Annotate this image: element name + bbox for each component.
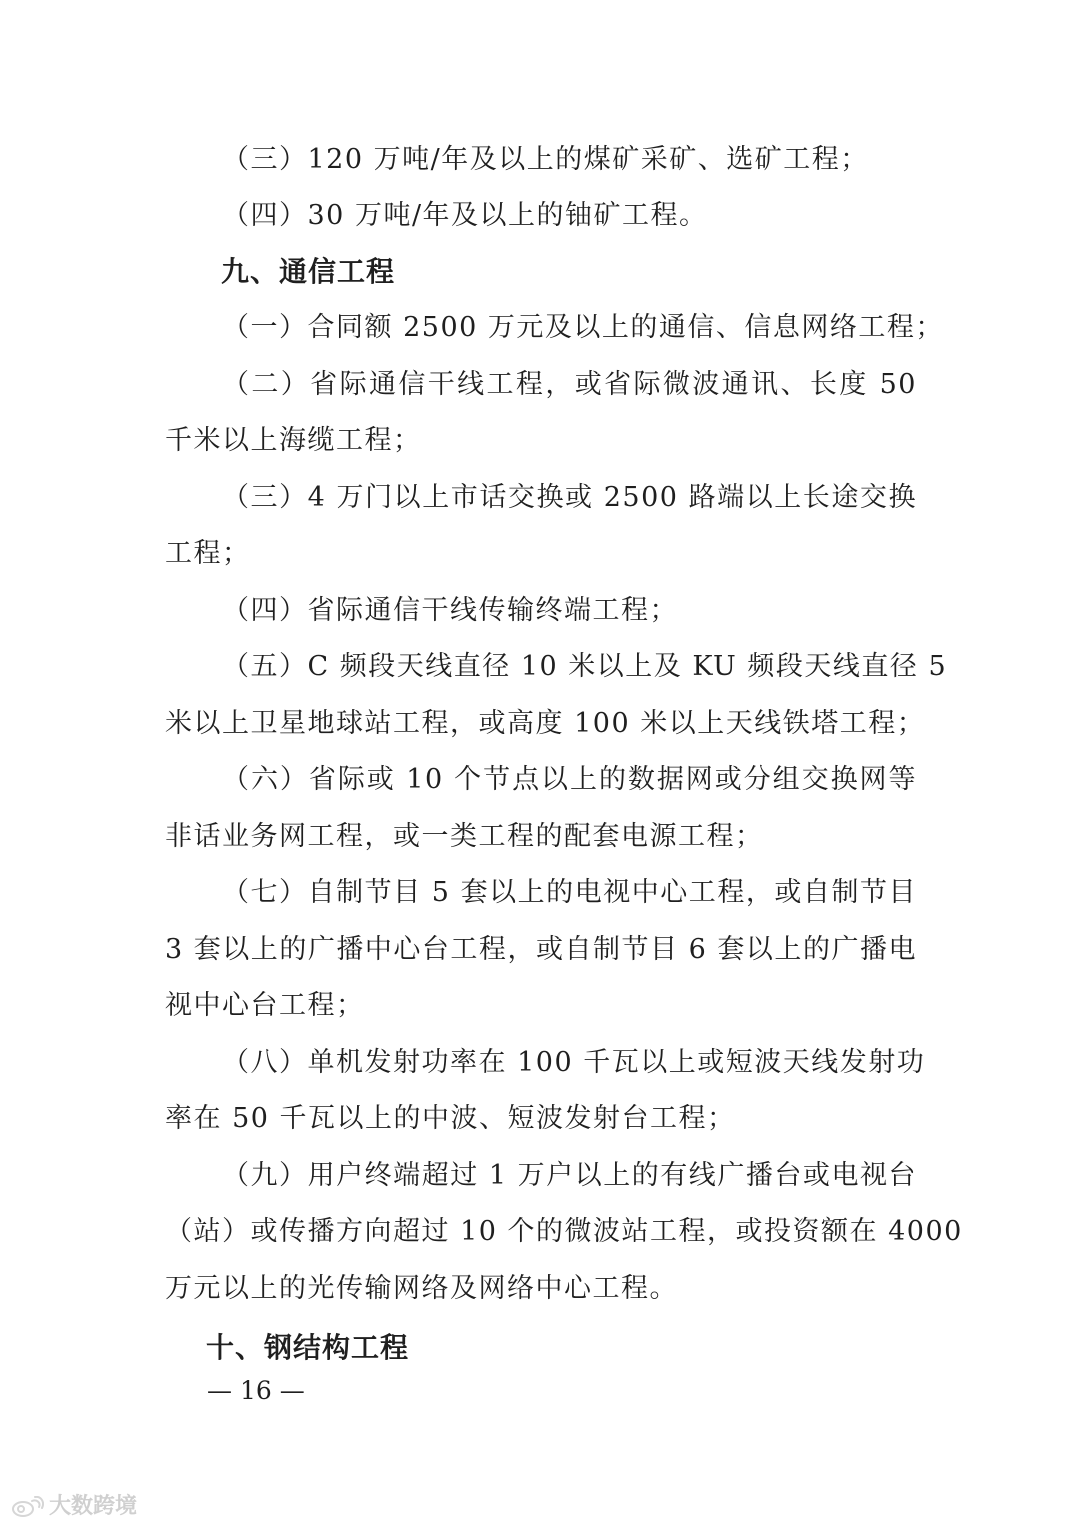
watermark-text: 大数跨境 (49, 1494, 138, 1519)
section-eight-item-three: （三）120 万吨/年及以上的煤矿采矿、选矿工程； (222, 144, 869, 175)
section-nine-heading: 九、通信工程 (221, 255, 396, 288)
section-nine-item-nine-line-two: （站）或传播方向超过 10 个的微波站工程，或投资额在 4000 (165, 1216, 963, 1247)
section-nine-item-three-line-one: （三）4 万门以上市话交换或 2500 路端以上长途交换 (222, 482, 917, 513)
section-nine-item-nine-line-one: （九）用户终端超过 1 万户以上的有线广播台或电视台 (222, 1160, 917, 1191)
section-nine-item-seven-line-two: 3 套以上的广播中心台工程，或自制节目 6 套以上的广播电 (165, 934, 917, 965)
section-nine-item-four: （四）省际通信干线传输终端工程； (222, 595, 678, 626)
section-nine-item-nine-line-three: 万元以上的光传输网络及网络中心工程。 (165, 1273, 678, 1304)
section-nine-item-five-line-two: 米以上卫星地球站工程，或高度 100 米以上天线铁塔工程； (165, 708, 926, 739)
section-nine-item-eight-line-one: （八）单机发射功率在 100 千瓦以上或短波天线发射功 (222, 1047, 926, 1078)
section-nine-item-one: （一）合同额 2500 万元及以上的通信、信息网络工程； (222, 312, 944, 343)
section-nine-item-five-line-one: （五）C 频段天线直径 10 米以上及 KU 频段天线直径 5 (222, 651, 948, 682)
section-nine-item-eight-line-two: 率在 50 千瓦以上的中波、短波发射台工程； (165, 1103, 736, 1134)
section-nine-item-seven-line-three: 视中心台工程； (165, 990, 365, 1021)
section-nine-item-two-line-two: 千米以上海缆工程； (165, 425, 422, 456)
section-eight-item-four: （四）30 万吨/年及以上的铀矿工程。 (222, 200, 708, 231)
section-ten-heading: 十、钢结构工程 (206, 1331, 410, 1364)
page-number: — 16 — (207, 1376, 305, 1405)
weibo-logo-icon (10, 1496, 44, 1518)
watermark (10, 1492, 137, 1522)
section-nine-item-six-line-two: 非话业务网工程，或一类工程的配套电源工程； (165, 821, 764, 852)
section-nine-item-three-line-two: 工程； (165, 538, 251, 569)
section-nine-item-six-line-one: （六）省际或 10 个节点以上的数据网或分组交换网等 (222, 764, 917, 795)
section-nine-item-two-line-one: （二）省际通信干线工程，或省际微波通讯、长度 50 (222, 369, 917, 400)
section-nine-item-seven-line-one: （七）自制节目 5 套以上的电视中心工程，或自制节目 (222, 877, 917, 908)
